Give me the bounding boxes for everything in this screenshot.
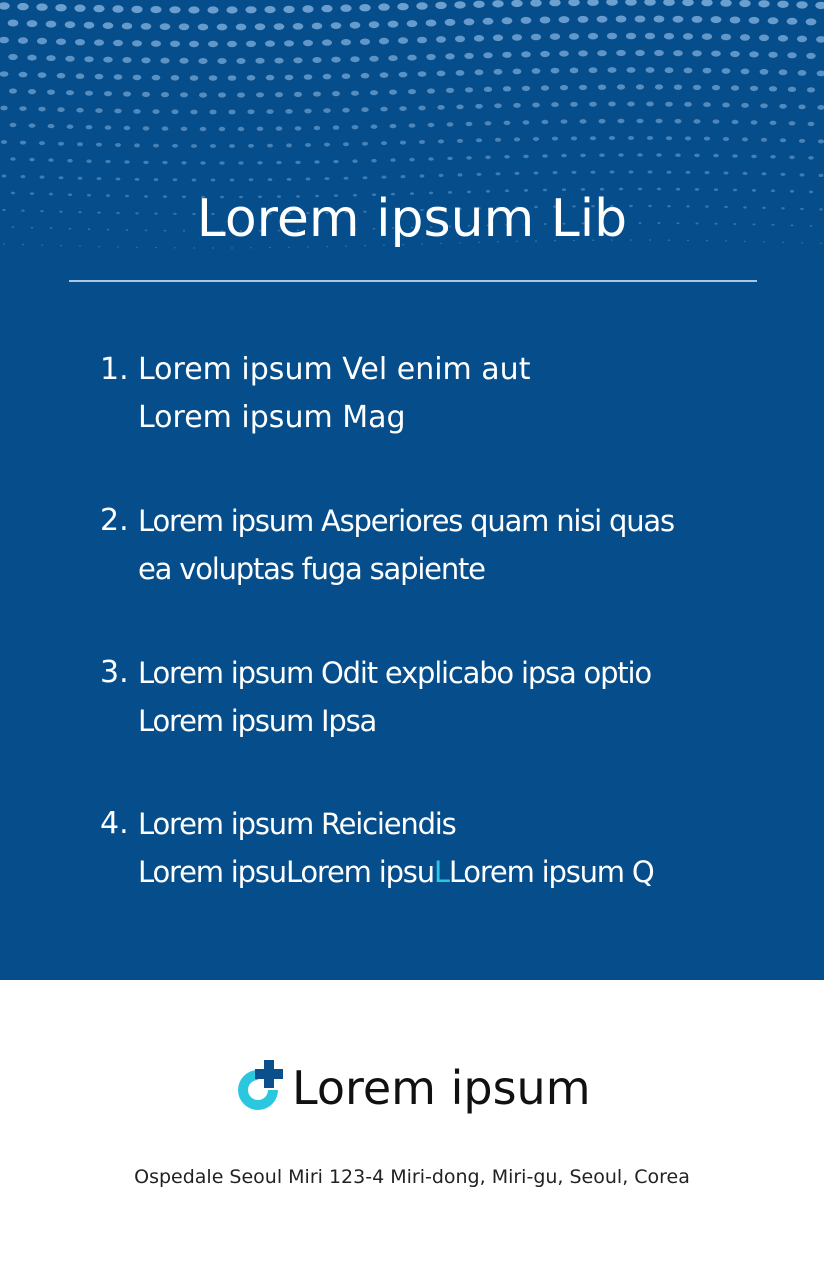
item-line: Lorem ipsum Odit explicabo ipsa optio — [138, 656, 651, 690]
page-title: Lorem ipsum Lib — [196, 189, 628, 249]
item-number: 3. — [100, 655, 129, 690]
item-line-accent: L — [433, 855, 449, 889]
item-line: Lorem ipsum Mag — [138, 400, 406, 435]
item-line: Lorem ipsum Vel enim aut — [138, 352, 531, 387]
item-line-part: Lorem ipsum Q — [448, 855, 654, 889]
item-number: 1. — [100, 352, 129, 387]
item-line: ea voluptas fuga sapiente — [138, 552, 485, 586]
item-line — [138, 848, 654, 896]
item-number: 4. — [100, 806, 129, 841]
footer — [0, 980, 824, 1280]
item-line: Lorem ipsum Ipsa — [138, 704, 377, 738]
item-number: 2. — [100, 503, 129, 538]
address: Ospedale Seoul Miri 123-4 Miri-dong, Miri-gu, Seoul, Corea — [134, 1166, 690, 1188]
item-text — [138, 649, 651, 745]
item-text — [138, 346, 530, 442]
title-divider — [69, 280, 757, 282]
logo — [230, 1060, 610, 1120]
medical-cross-icon — [230, 1060, 286, 1116]
item-text — [138, 497, 674, 593]
logo-text: Lorem ipsum — [292, 1061, 591, 1115]
item-text — [138, 800, 654, 896]
item-line-part: Lorem ipsuLorem ipsu — [138, 855, 434, 889]
item-line: Lorem ipsum Reiciendis — [138, 807, 456, 841]
item-line: Lorem ipsum Asperiores quam nisi quas — [138, 504, 674, 538]
